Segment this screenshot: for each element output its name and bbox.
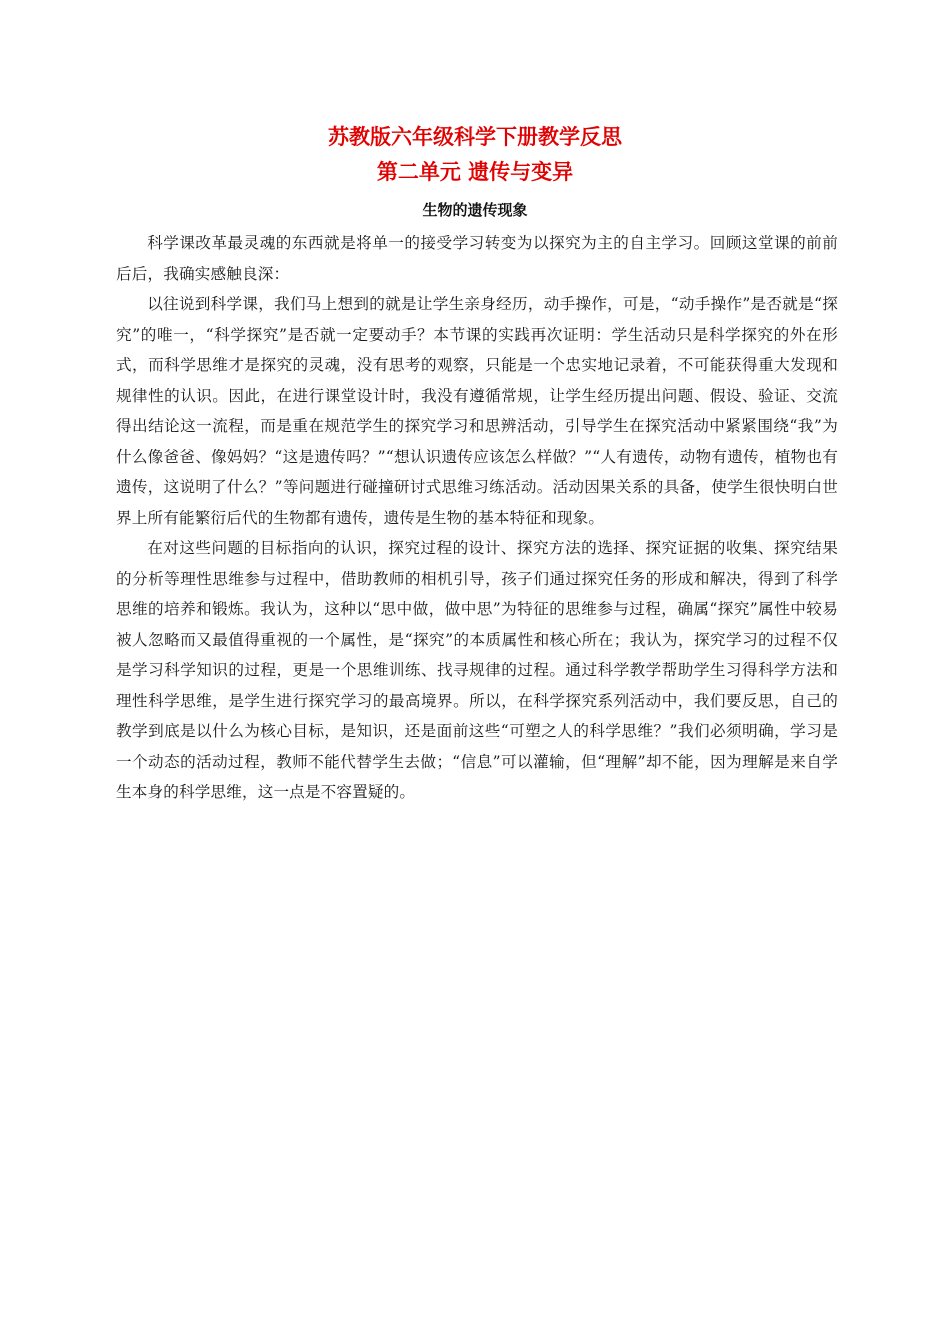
paragraph-2: 以往说到科学课，我们马上想到的就是让学生亲身经历，动手操作，可是，“动手操作”是否就是“探究”的唯一，“科学探究”是否就一定要动手？本节课的实践再次证明：学生活动只是科学探究的外在形式，而科学思维才是探究的灵魂，没有思考的观察，只能是一个忠实地记录着，不可能获得重大发现和规律性的认识。因此，在进行课堂设计时，我没有遵循常规，让学生经历提出问题、假设、验证、交流得出结论这一流程，而是重在规范学生的探究学习和思辨活动，引导学生在探究活动中紧紧围绕“我”为什么像爸爸、像妈妈？“这是遗传吗？”“想认识遗传应该怎么样做？”“人有遗传，动物有遗传，植物也有遗传，这说明了什么？”等问题进行碰撞研讨式思维习练活动。活动因果关系的具备，使学生很快明白世界上所有能繁衍后代的生物都有遗传，遗传是生物的基本特征和现象。 <box>116 295 838 527</box>
paragraph-3: 在对这些问题的目标指向的认识，探究过程的设计、探究方法的选择、探究证据的收集、探究结果的分析等理性思维参与过程中，借助教师的相机引导，孩子们通过探究任务的形成和解决，得到了科学思维的培养和锻炼。我认为，这种以“思中做，做中思”为特征的思维参与过程，确属“探究”属性中较易被人忽略而又最值得重视的一个属性，是“探究”的本质属性和核心所在；我认为，探究学习的过程不仅是学习科学知识的过程，更是一个思维训练、找寻规律的过程。通过科学教学帮助学生习得科学方法和理性科学思维，是学生进行探究学习的最高境界。所以，在科学探究系列活动中，我们要反思，自己的教学到底是以什么为核心目标，是知识，还是面前这些“可塑之人的科学思维？”我们必须明确，学习是一个动态的活动过程，教师不能代替学生去做；“信息”可以灌输，但“理解”却不能，因为理解是来自学生本身的科学思维，这一点是不容置疑的。 <box>116 539 838 801</box>
unit-title: 第二单元 遗传与变异 <box>376 159 574 184</box>
body-text <box>116 228 838 808</box>
document-title: 苏教版六年级科学下册教学反思 <box>328 124 622 149</box>
paragraph-1: 科学课改革最灵魂的东西就是将单一的接受学习转变为以探究为主的自主学习。回顾这堂课的前前后后，我确实感触良深： <box>116 234 838 283</box>
lesson-subtitle: 生物的遗传现象 <box>422 201 528 219</box>
